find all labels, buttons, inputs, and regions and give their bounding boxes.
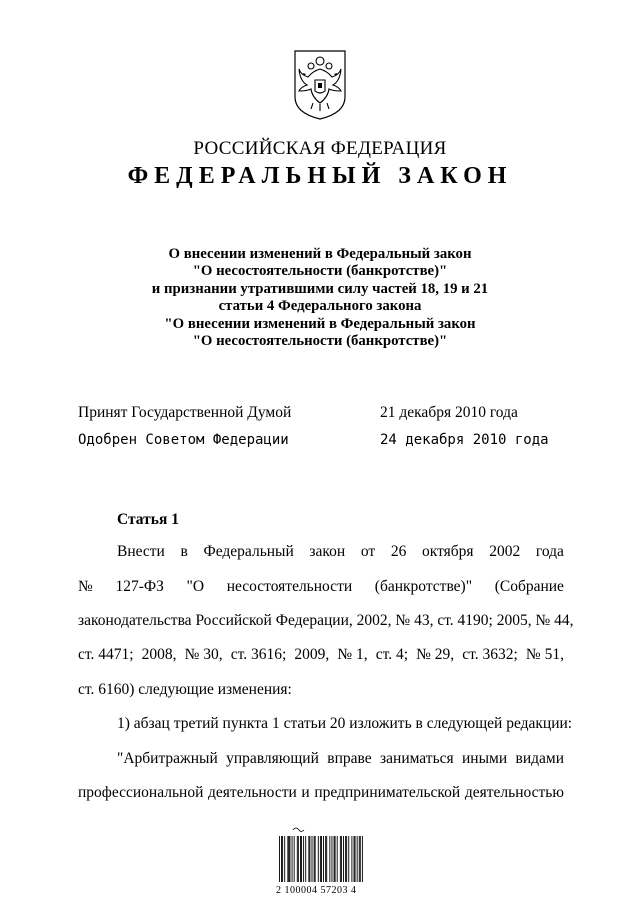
barcode-number: 2 100004 57203 4	[276, 885, 357, 896]
article-text-line: ст. 4471; 2008, № 30, ст. 3616; 2009, № 1, ст. 4; № 29, ст. 3632; № 51,	[78, 646, 564, 663]
law-title-line: "О несостоятельности (банкротстве)"	[192, 333, 448, 350]
council-approval-label: Одобрен Советом Федерации	[78, 432, 289, 448]
law-title-line: и признании утратившими силу частей 18, 19 и 21	[151, 280, 489, 297]
article-text-line: "Арбитражный управляющий вправе заниматься иными видами	[117, 750, 564, 767]
barcode	[275, 826, 367, 890]
law-type-heading: ФЕДЕРАЛЬНЫЙ ЗАКОН	[127, 163, 513, 189]
law-title-line: "О несостоятельности (банкротстве)"	[192, 263, 448, 280]
country-heading: РОССИЙСКАЯ ФЕДЕРАЦИЯ	[193, 138, 447, 159]
article-text-line: ст. 6160) следующие изменения:	[78, 681, 292, 698]
article-text-line: законодательства Российской Федерации, 2002, № 43, ст. 4190; 2005, № 44,	[78, 612, 574, 629]
law-title	[0, 246, 640, 350]
law-title-line: О внесении изменений в Федеральный закон	[168, 246, 472, 262]
article-text-line: Внести в Федеральный закон от 26 октября 2002 года	[117, 543, 564, 560]
article-text-line: 1) абзац третий пункта 1 статьи 20 изложить в следующей редакции:	[117, 715, 573, 732]
state-emblem	[287, 47, 353, 121]
duma-adoption-date: 21 декабря 2010 года	[380, 404, 518, 421]
law-title-line: "О внесении изменений в Федеральный закон	[164, 315, 476, 332]
law-title-line: статьи 4 Федерального закона	[218, 298, 422, 315]
article-text-line: профессиональной деятельности и предпринимательской деятельностью	[78, 784, 564, 801]
article-text-line: № 127-ФЗ "О несостоятельности (банкротстве)" (Собрание	[78, 578, 564, 595]
article-heading: Статья 1	[117, 511, 179, 528]
duma-adoption-label: Принят Государственной Думой	[78, 404, 292, 421]
council-approval-date: 24 декабря 2010 года	[380, 432, 549, 448]
